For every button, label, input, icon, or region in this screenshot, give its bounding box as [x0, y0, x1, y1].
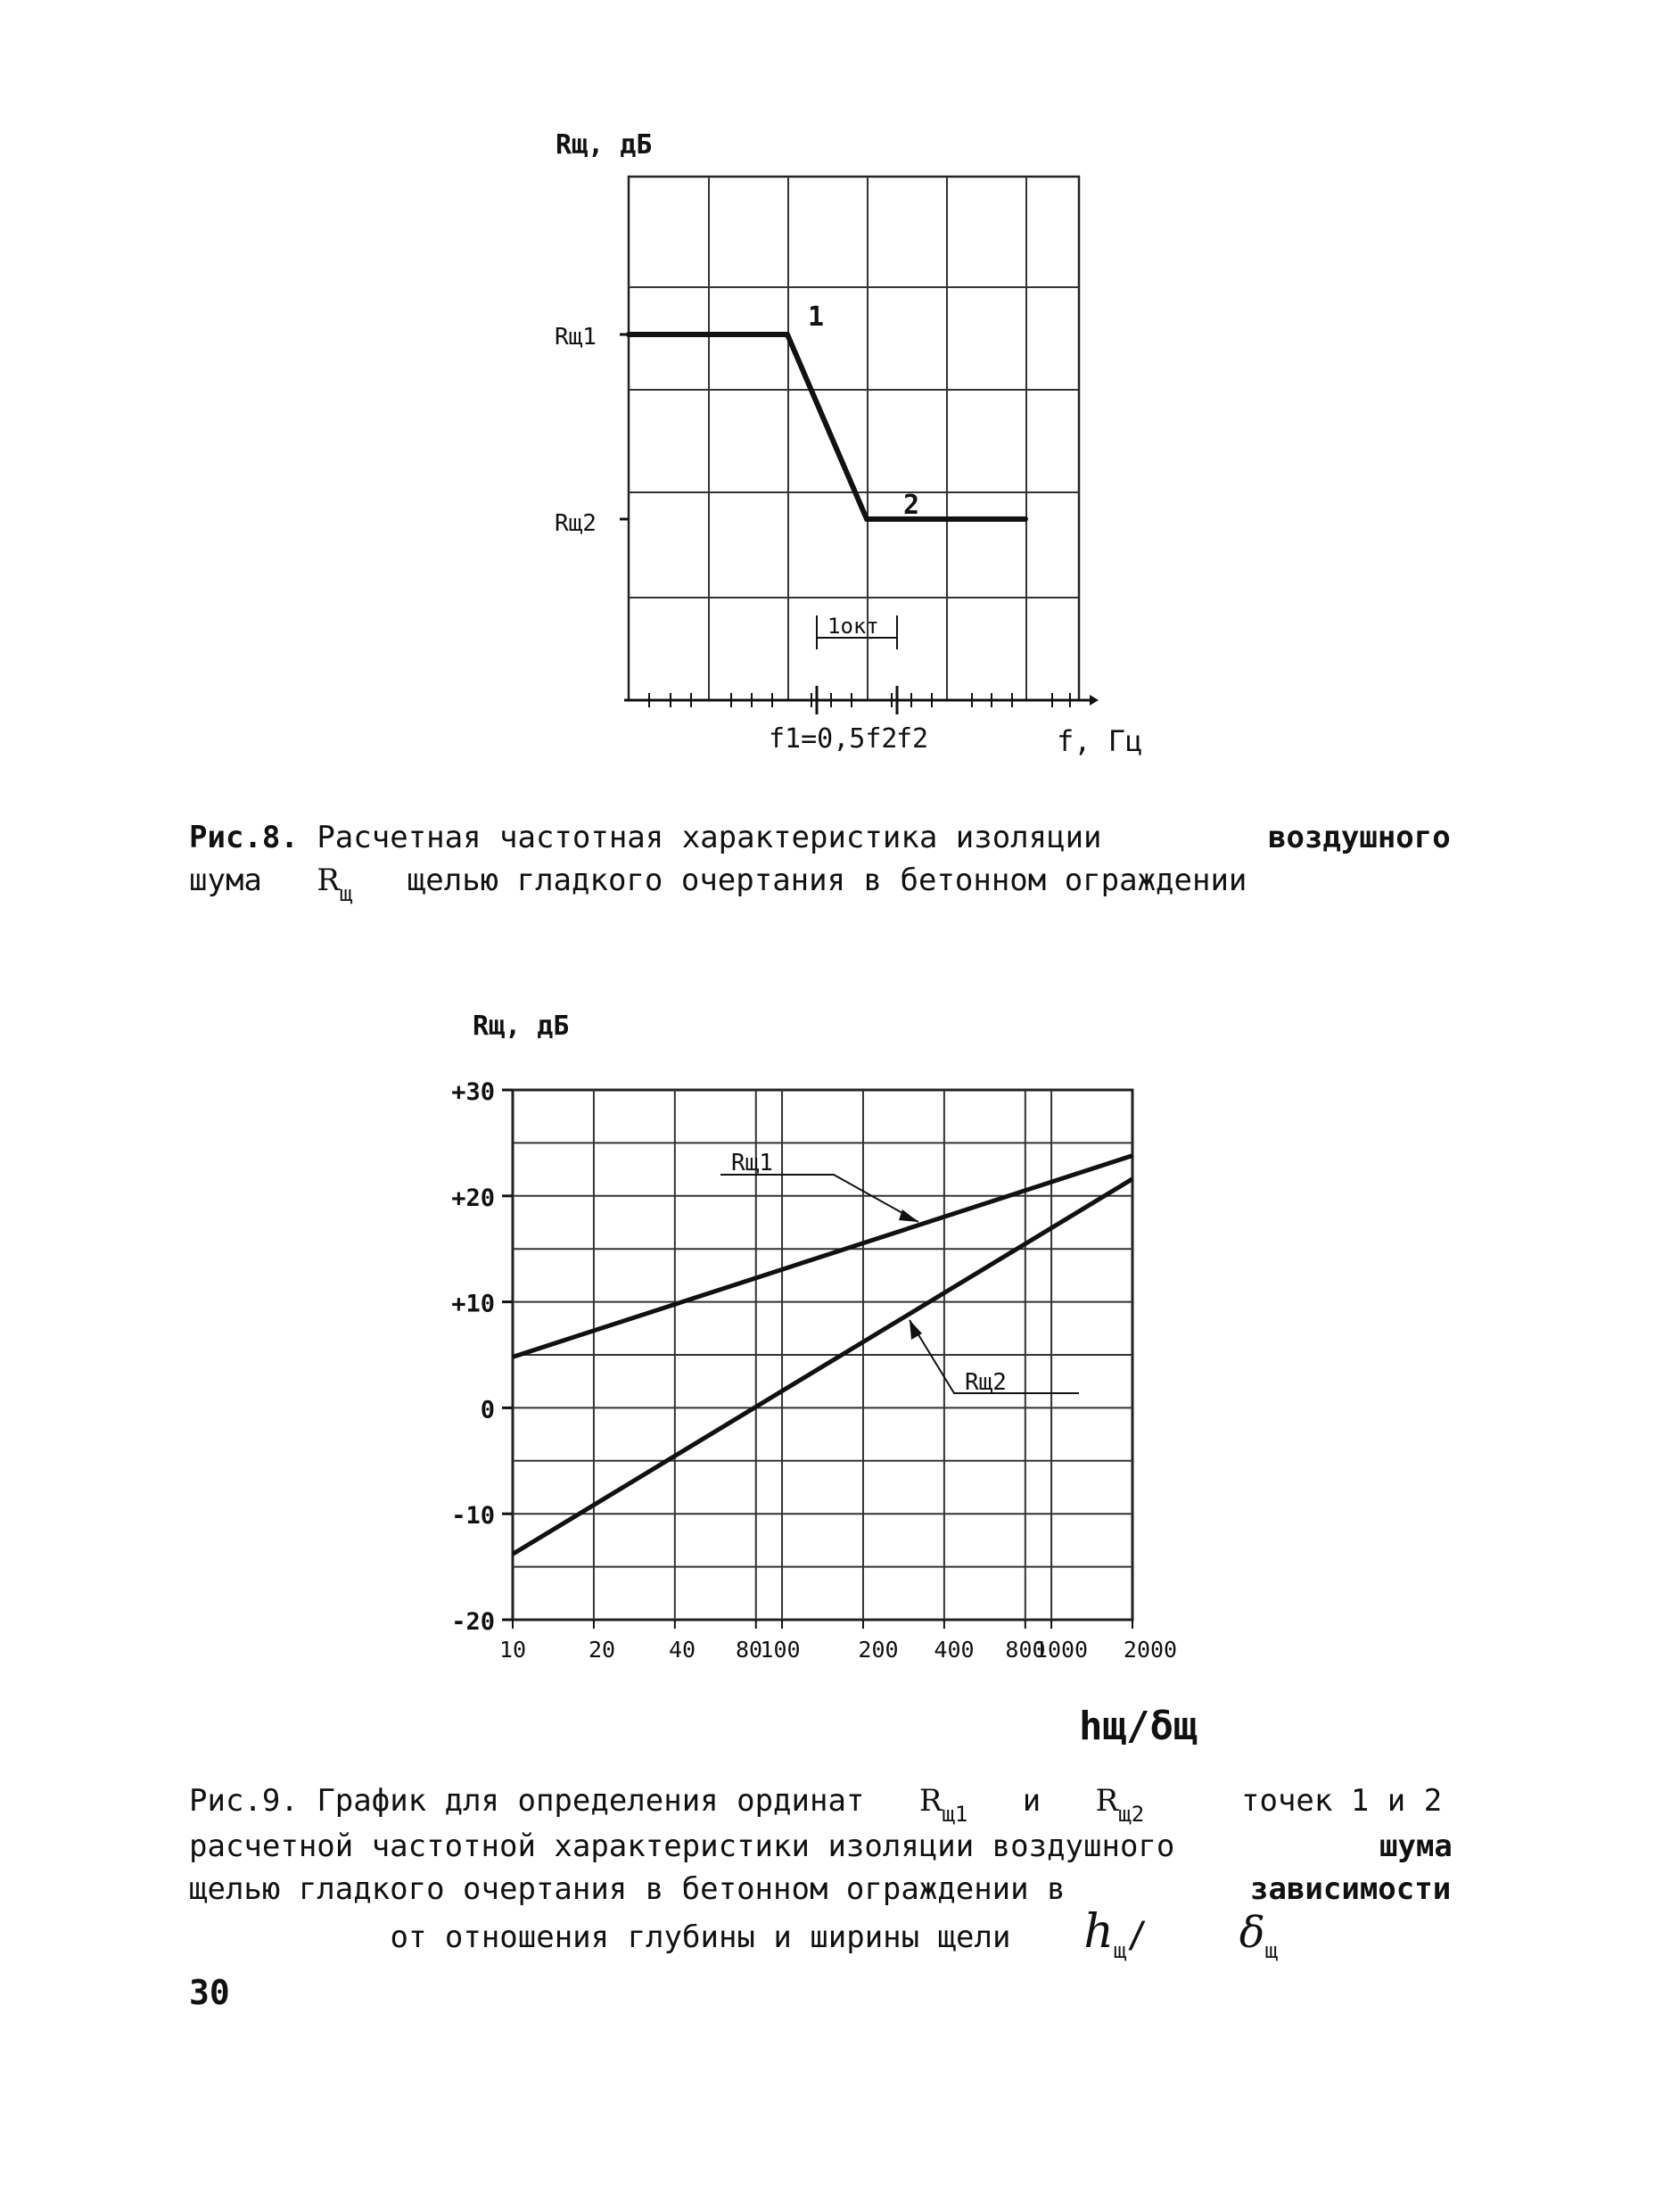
fig8-level-rsh2: Rщ2	[555, 510, 597, 537]
fig9-caption-ratio-sep: /	[1126, 1915, 1148, 1956]
fig9-grid	[513, 1090, 1132, 1620]
fig9-caption-sym1-sub: щ1	[942, 1802, 968, 1827]
fig9-caption-line3: щелью гладкого очертания в бетонном ограждении в	[189, 1871, 1066, 1907]
fig9-x-axis-label: hщ/δщ	[1079, 1704, 1198, 1749]
fig9-xtick-label-9: 2000	[1123, 1637, 1178, 1663]
fig9-ytick-label-5: +30	[451, 1078, 495, 1106]
fig9-xtick-label-8: 1000	[1033, 1637, 1089, 1663]
fig8-x-axis-label: f, Гц	[1057, 724, 1143, 758]
fig9-xtick-label-7: 800	[1005, 1637, 1046, 1663]
fig9-arrow-r1	[899, 1209, 918, 1222]
fig8-caption-line1-end: воздушного	[1268, 820, 1451, 855]
fig9-series-0-line	[513, 1156, 1132, 1358]
fig9-labels	[451, 1011, 1198, 1749]
fig9-xtick-label-2: 40	[668, 1637, 696, 1663]
fig9-caption-line2: расчетной частотной характеристики изоляции воздушного	[189, 1828, 1175, 1864]
fig9-caption-ratio-d-sub: щ	[1264, 1938, 1279, 1963]
fig8-caption-line2-end: щелью гладкого очертания в бетонном ограждении	[407, 863, 1247, 898]
fig9-xtick-label-0: 10	[498, 1637, 527, 1663]
fig8-x-f1: f1=0,5f2	[769, 723, 898, 755]
fig8-caption-line2-start: шума	[189, 863, 262, 898]
fig9-axes	[502, 1090, 1132, 1629]
fig9-xtick-label-6: 400	[934, 1637, 975, 1663]
fig9-caption-line1-end: точек 1 и 2	[1241, 1783, 1443, 1819]
fig9-series-label-r1: Rщ1	[731, 1150, 773, 1176]
fig8-caption-symbol: R	[317, 863, 340, 898]
fig9-xtick-label-3: 80	[735, 1637, 763, 1663]
fig9-caption	[189, 1779, 1482, 1961]
fig9-caption-ratio-h: h	[1083, 1905, 1114, 1959]
fig9-caption-sym1: R	[918, 1783, 943, 1819]
fig9-caption-line3-end: зависимости	[1250, 1871, 1452, 1907]
fig8-point-2: 2	[902, 490, 920, 521]
fig8-level-rsh1: Rщ1	[555, 324, 597, 351]
fig9-ytick-label-1: -10	[451, 1502, 495, 1531]
fig9-caption-line2-end: шума	[1379, 1828, 1453, 1864]
fig9-xtick-label-4: 100	[760, 1637, 801, 1663]
fig9-caption-ratio-d: δ	[1239, 1908, 1265, 1958]
fig9-xtick-label-5: 200	[858, 1637, 899, 1663]
fig8-x-f2: f2	[896, 723, 929, 755]
page-number: 30	[189, 1973, 230, 2012]
fig9-ytick-label-3: +10	[451, 1290, 495, 1318]
fig9-xtick-label-1: 20	[588, 1637, 616, 1663]
fig8-point-1: 1	[807, 301, 825, 333]
fig8-y-axis-label: Rщ, дБ	[556, 129, 653, 161]
fig8-caption-label: Рис.8.	[189, 820, 299, 855]
fig9-caption-ratio-h-sub: щ	[1113, 1938, 1127, 1963]
fig9-series-1-line	[513, 1179, 1132, 1555]
fig9-caption-label: Рис.9.	[189, 1783, 299, 1819]
fig9-caption-line1: График для определения ординат	[317, 1783, 865, 1819]
fig9-ytick-label-0: -20	[451, 1608, 495, 1636]
fig8-octave-label: 1окт	[827, 614, 879, 639]
fig9-ytick-label-2: 0	[480, 1396, 495, 1424]
fig9-y-axis-label: Rщ, дБ	[473, 1011, 570, 1042]
fig9-caption-and: и	[1022, 1783, 1041, 1819]
fig9-ytick-label-4: +20	[451, 1184, 495, 1212]
fig9-caption-sym2: R	[1095, 1783, 1119, 1819]
fig9-caption-line4: от отношения глубины и ширины щели	[390, 1919, 1011, 1955]
fig9-leader-r1	[720, 1175, 918, 1222]
fig8-caption-symbol-sub: щ	[339, 881, 353, 906]
fig8-caption-line1: Расчетная частотная характеристика изоляции	[317, 820, 1102, 855]
fig9-caption-sym2-sub: щ2	[1118, 1802, 1145, 1827]
fig9-series-label-r2: Rщ2	[965, 1369, 1007, 1396]
